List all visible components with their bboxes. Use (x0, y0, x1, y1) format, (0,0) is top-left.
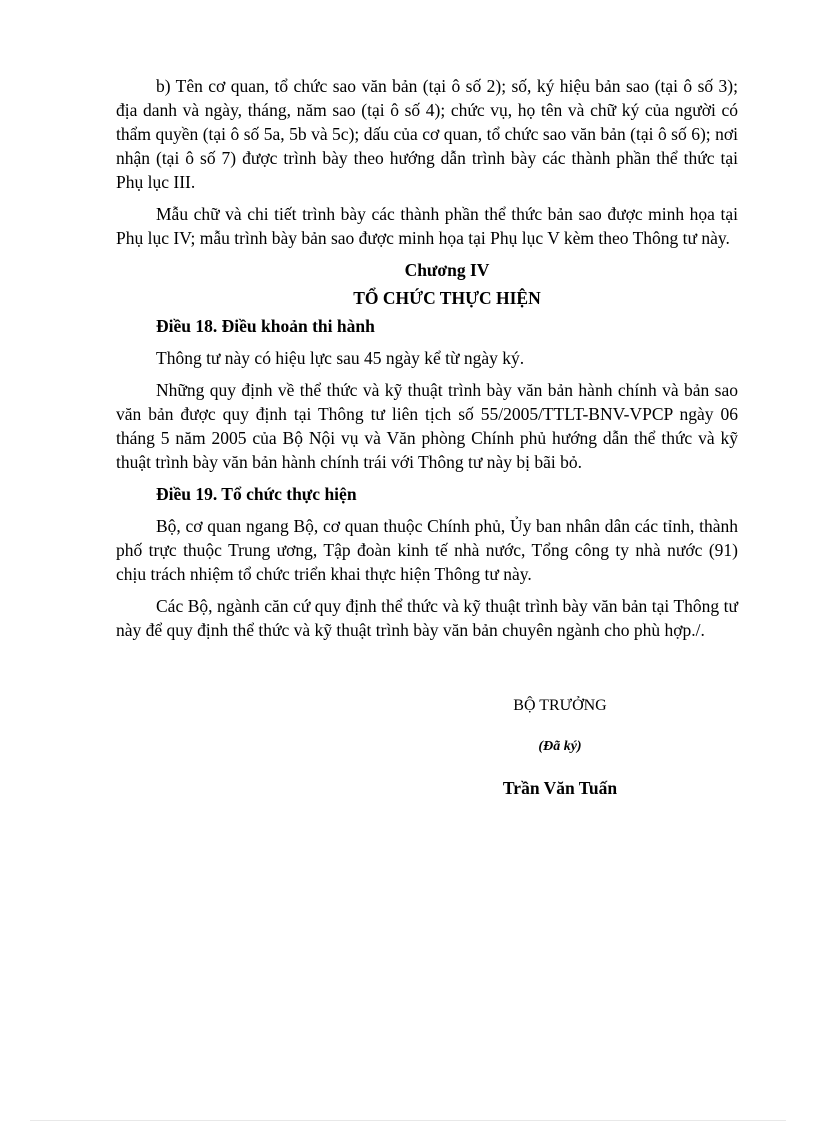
chapter-number: Chương IV (404, 260, 490, 280)
paragraph-copy-components: b) Tên cơ quan, tổ chức sao văn bản (tại ô số 2); số, ký hiệu bản sao (tại ô số 3); địa danh và ngày, tháng, năm sao (tại ô số 4); chức vụ, họ tên và chữ ký của người có thẩm quyền (tại ô số 5a, 5b và 5c); dấu của cơ quan, tổ chức sao văn bản (tại ô số 6); nơi nhận (tại ô số 7) được trình bày theo hướng dẫn trình bày các thành phần thể thức tại Phụ lục III. (116, 76, 738, 192)
article-18-heading: Điều 18. Điều khoản thi hành (156, 316, 375, 336)
paragraph-appendix-reference: Mẫu chữ và chi tiết trình bày các thành phần thể thức bản sao được minh họa tại Phụ lục IV; mẫu trình bày bản sao được minh họa tại Phụ lục V kèm theo Thông tư này. (116, 204, 738, 248)
article-19-paragraph-ministries: Các Bộ, ngành căn cứ quy định thể thức và kỹ thuật trình bày văn bản tại Thông tư này để quy định thể thức và kỹ thuật trình bày văn bản chuyên ngành cho phù hợp./. (116, 596, 738, 640)
article-18-paragraph-repeal: Những quy định về thể thức và kỹ thuật trình bày văn bản hành chính và bản sao văn bản được quy định tại Thông tư liên tịch số 55/2005/TTLT-BNV-VPCP ngày 06 tháng 5 năm 2005 của Bộ Nội vụ và Văn phòng Chính phủ hướng dẫn thể thức và kỹ thuật trình bày văn bản hành chính trái với Thông tư này bị bãi bỏ. (116, 380, 738, 472)
signature-name: Trần Văn Tuấn (502, 778, 618, 798)
article-18-paragraph-effect: Thông tư này có hiệu lực sau 45 ngày kể từ ngày ký. (156, 348, 525, 368)
page-bottom-divider (30, 1120, 786, 1121)
signature-title: BỘ TRƯỞNG (513, 697, 607, 714)
chapter-title: TỔ CHỨC THỰC HIỆN (353, 288, 541, 308)
article-19-paragraph-responsibility: Bộ, cơ quan ngang Bộ, cơ quan thuộc Chính phủ, Ủy ban nhân dân các tỉnh, thành phố trực thuộc Trung ương, Tập đoàn kinh tế nhà nước, Tổng công ty nhà nước (91) chịu trách nhiệm tổ chức triển khai thực hiện Thông tư này. (116, 516, 738, 584)
article-19-heading: Điều 19. Tổ chức thực hiện (156, 484, 357, 504)
signature-signed-note: (Đã ký) (538, 739, 582, 754)
document-body (116, 74, 738, 650)
